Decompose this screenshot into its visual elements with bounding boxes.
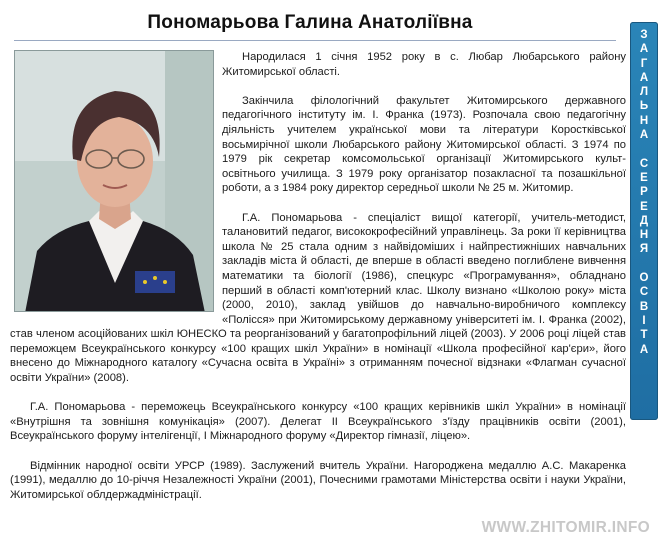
banner-letter: Н <box>639 229 649 242</box>
banner-letter: А <box>639 129 649 142</box>
banner-letter: С <box>639 157 649 170</box>
banner-letter: В <box>639 300 649 313</box>
banner-letter: Т <box>640 329 648 342</box>
banner-letter: Е <box>640 171 648 184</box>
banner-letter: А <box>639 43 649 56</box>
banner-letter: А <box>639 71 649 84</box>
banner-letter: Р <box>640 186 648 199</box>
bio-paragraph-achievements: Г.А. Пономарьова - спеціаліст вищої категорії, учитель-методист, талановитий педагог, висококрофесійний управлінець. За роки її керівництва школа № 25 стала одним з найвідоміших і найпрестижніших навчальних закладів міста й області, де вперше в області введено поглиблене вивчення математики та біології (1986), спецкурс «Програмування», обладнано перший в області комп'ютерний клас. Школу визнано «Школою року» міста (2000, 2010), заклад увійшов до навчально-виробничого комплексу «Полісся» при Житомирському державному університеті ім. І. Франка (2002), став членом асоційованих шкіл ЮНЕСКО та реорганізований у багатопрофільний ліцей (2003). У 2006 році ліцей став переможцем Всеукраїнського конкурсу «100 кращих шкіл України» в номінації «Школа професійної кар'єри», його внесено до Міжнародного каталогу «Сучасна освіта в Україні» з отриманням почесної відзнаки «Флагман сучасної освіти України» (2008). <box>10 211 626 385</box>
banner-letter: Н <box>639 114 649 127</box>
banner-letter: Я <box>639 243 649 256</box>
banner-letter <box>642 142 645 156</box>
banner-letter: З <box>640 29 648 41</box>
banner-letter <box>642 257 645 271</box>
banner-letter: Д <box>639 214 649 227</box>
bio-paragraph-contests: Г.А. Пономарьова - переможець Всеукраїнського конкурсу «100 кращих керівників шкіл України» в номінації «Внутрішня та зовнішня комунікація» (2007). Делегат ІІ Всеукраїнського з'їзду працівників освіти (2001), Всеукраїнського форуму інтелігенції, І Міжнародного форуму «Директор гімназії, ліцею». <box>10 401 626 443</box>
banner-letter: О <box>639 272 649 285</box>
biography-text <box>10 50 626 502</box>
section-banner <box>630 22 658 420</box>
bio-paragraph-awards: Відмінник народної освіти УРСР (1989). Заслужений вчитель України. Нагороджена медаллю А.С. Макаренка (1991), медаллю до 10-річчя Незалежності України (2001), Почесними грамотами Міністерства освіти і науки України, Житомирської облдержадміністрації. <box>10 459 626 501</box>
title-divider <box>14 40 616 41</box>
photo-wrap-spacer <box>10 50 222 317</box>
banner-letter: Е <box>640 200 648 213</box>
bio-paragraph-birth: Народилася 1 січня 1952 року в с. Любар Любарського району Житомирської області. <box>222 51 626 78</box>
banner-letter: А <box>639 343 649 356</box>
banner-letter: Л <box>639 86 649 99</box>
banner-letter: Ь <box>639 100 649 113</box>
site-watermark: WWW.ZHITOMIR.INFO <box>481 519 650 536</box>
banner-letter: Г <box>640 57 648 70</box>
page-title: Пономарьова Галина Анатоліївна <box>147 12 473 33</box>
banner-letter: І <box>642 314 646 327</box>
bio-paragraph-education: Закінчила філологічний факультет Житомирського державного педагогічного інституту ім. І. Франка (1973). Розпочала свою педагогічну діяльність учителем української мови та літератури Коростківської восьмирічної школи Любарського району Житомирської області. З 1974 по 1979 рік секретар комсомольської організації Житомирського культ-освітнього училища. З 1979 року організатор позакласної та позашкільної роботи, а з 1984 року директор середньої школи № 25 м. Житомир. <box>222 94 626 195</box>
banner-letter: С <box>639 286 649 299</box>
